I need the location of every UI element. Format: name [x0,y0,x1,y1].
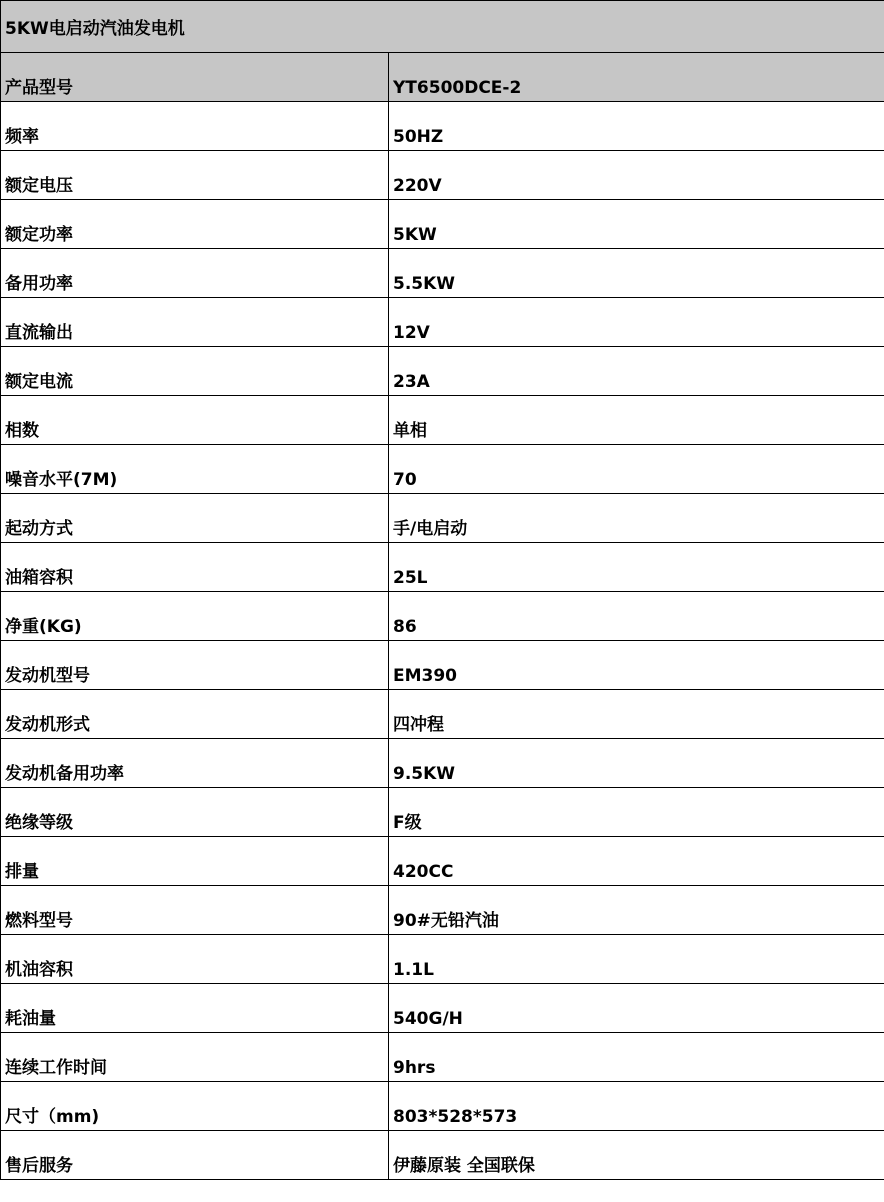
table-row [1,151,884,200]
row-label: 额定电压 [1,151,389,200]
row-label: 发动机形式 [1,690,389,739]
row-value: 90#无铅汽油 [389,886,884,935]
row-value: 540G/H [389,984,884,1033]
row-value: 伊藤原装 全国联保 [389,1131,884,1180]
table-row [1,641,884,690]
row-label: 燃料型号 [1,886,389,935]
table-row [1,102,884,151]
row-value: 1.1L [389,935,884,984]
table-row [1,445,884,494]
row-label: 频率 [1,102,389,151]
table-row [1,690,884,739]
row-label: 售后服务 [1,1131,389,1180]
row-label: 直流输出 [1,298,389,347]
table-row [1,592,884,641]
spec-table-body [1,1,884,1180]
row-value: EM390 [389,641,884,690]
row-value: 5KW [389,200,884,249]
row-value: 86 [389,592,884,641]
row-label: 绝缘等级 [1,788,389,837]
row-value: 803*528*573 [389,1082,884,1131]
row-value: 四冲程 [389,690,884,739]
table-row [1,494,884,543]
row-value: 9hrs [389,1033,884,1082]
row-value: 25L [389,543,884,592]
table-row [1,837,884,886]
row-label: 净重(KG) [1,592,389,641]
row-value: F级 [389,788,884,837]
table-title: 5KW电启动汽油发电机 [1,1,884,53]
table-row [1,739,884,788]
row-value: 420CC [389,837,884,886]
row-label: 耗油量 [1,984,389,1033]
row-label: 连续工作时间 [1,1033,389,1082]
table-row [1,298,884,347]
row-label: 备用功率 [1,249,389,298]
row-label: 机油容积 [1,935,389,984]
table-row [1,1033,884,1082]
row-label: 发动机备用功率 [1,739,389,788]
row-label: 油箱容积 [1,543,389,592]
row-label: 额定电流 [1,347,389,396]
row-value: 220V [389,151,884,200]
table-row [1,200,884,249]
row-value: 50HZ [389,102,884,151]
row-label: 发动机型号 [1,641,389,690]
table-row [1,396,884,445]
table-row [1,788,884,837]
table-row [1,1131,884,1180]
table-row [1,935,884,984]
row-value: 70 [389,445,884,494]
table-row [1,886,884,935]
row-value: 23A [389,347,884,396]
header-label: 产品型号 [1,53,389,102]
row-label: 尺寸（mm) [1,1082,389,1131]
row-value: 单相 [389,396,884,445]
header-value: YT6500DCE-2 [389,53,884,102]
row-label: 起动方式 [1,494,389,543]
row-value: 5.5KW [389,249,884,298]
row-value: 手/电启动 [389,494,884,543]
row-value: 9.5KW [389,739,884,788]
row-label: 噪音水平(7M) [1,445,389,494]
row-label: 排量 [1,837,389,886]
table-row [1,984,884,1033]
table-row [1,249,884,298]
title-row [1,1,884,53]
header-row [1,53,884,102]
table-row [1,1082,884,1131]
table-row [1,347,884,396]
row-label: 相数 [1,396,389,445]
row-label: 额定功率 [1,200,389,249]
table-row [1,543,884,592]
row-value: 12V [389,298,884,347]
